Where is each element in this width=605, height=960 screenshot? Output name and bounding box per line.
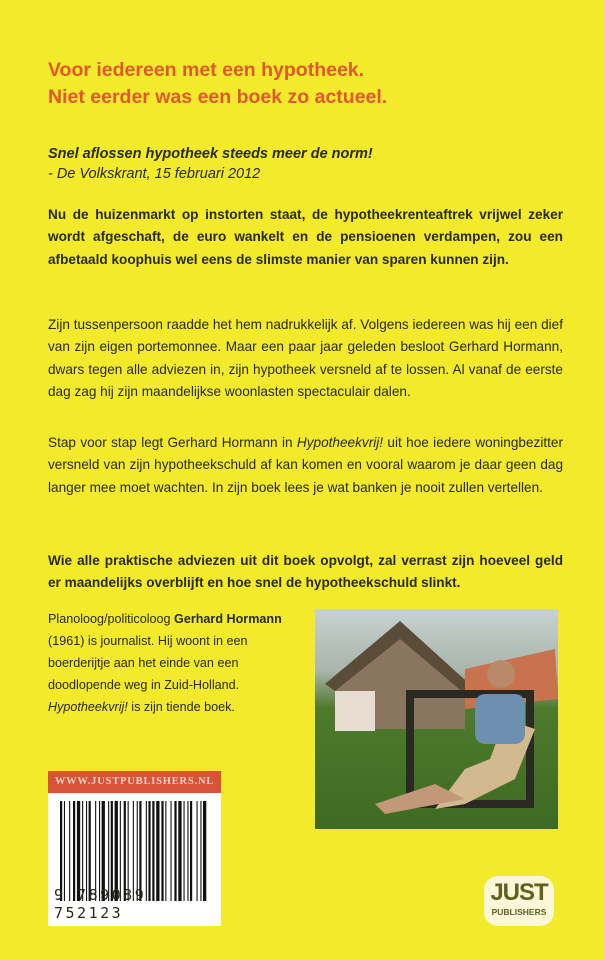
headline (48, 57, 387, 111)
text: Stap voor stap legt Gerhard Hormann in (48, 435, 297, 450)
text: uit hoe iedere woningbezitter versneld van zijn hypotheekschuld af kan komen en vooral waarom je daar geen dag langer mee moet wachten. In zijn boek lees je wat banken je nooit zullen vertellen. (48, 435, 563, 495)
logo-bottom: PUBLISHERS (491, 907, 547, 917)
text: (1961) is journalist. Hij woont in een boerderijtje aan het einde van een doodlopende weg in Zuid-Holland. (48, 634, 248, 692)
author-photo (315, 609, 558, 829)
headline-line: Niet eerder was een boek zo actueel. (48, 86, 388, 108)
logo-top: JUST (490, 879, 548, 906)
isbn-number: 9 789089 752123 (54, 886, 147, 922)
press-quote (48, 144, 373, 184)
text: Planoloog/politicoloog (48, 612, 175, 626)
just-publishers-logo (484, 876, 554, 926)
book-title: Hypotheekvrij! (296, 435, 384, 450)
author-name: Gerhard Hormann (174, 612, 282, 626)
quote-text: Snel aflossen hypotheek steeds meer de norm! (48, 146, 373, 162)
headline-line: Voor iedereen met een hypotheek. (48, 59, 365, 81)
barcode (48, 793, 221, 926)
publisher-url-link[interactable]: WWW.JUSTPUBLISHERS.NL (48, 771, 221, 793)
story-paragraph: Zijn tussenpersoon raadde het hem nadrukkelijk af. Volgens iedereen was hij een dief van zijn eigen portemonnee. Maar een paar jaar geleden besloot Gerhard Hormann, dwars tegen alle adviezen in, zijn hypotheek versneld af te lossen. Al vanaf de eerste dag zag hij zijn maandelijkse woonlasten spectaculair dalen. (48, 317, 563, 399)
author-bio (48, 608, 308, 718)
closing-paragraph: Wie alle praktische adviezen uit dit boek opvolgt, zal verrast zijn hoeveel geld er maandelijks overblijft en hoe snel de hypotheekschuld slinkt. (48, 553, 563, 591)
text: is zijn tiende boek. (127, 700, 235, 714)
author-photo-illustration (315, 609, 558, 829)
intro-paragraph: Nu de huizenmarkt op instorten staat, de hypotheekrenteaftrek vrijwel zeker wordt afgeschaft, de euro wankelt en de pensioenen verdampen, zou een afbetaald koophuis wel eens de slimste manier van sparen kunnen zijn. (48, 207, 563, 267)
quote-source: - De Volkskrant, 15 februari 2012 (48, 166, 261, 182)
book-paragraph (48, 432, 563, 499)
book-title: Hypotheekvrij! (48, 700, 128, 714)
